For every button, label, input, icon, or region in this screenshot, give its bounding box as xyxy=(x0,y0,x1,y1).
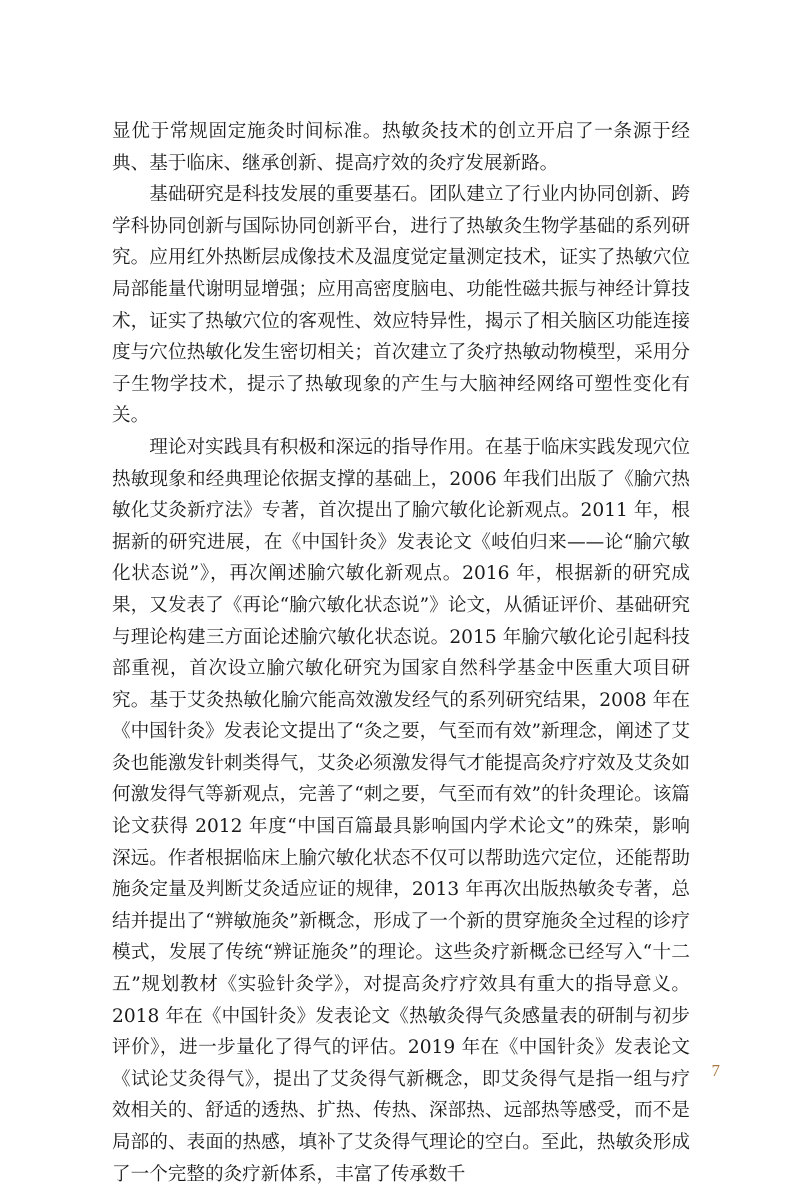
page-number: 7 xyxy=(711,1061,720,1080)
body-text xyxy=(112,116,690,1190)
paragraph-2: 基础研究是科技发展的重要基石。团队建立了行业内协同创新、跨学科协同创新与国际协同创新平台，进行了热敏灸生物学基础的系列研究。应用红外热断层成像技术及温度觉定量测定技术，证实了热敏穴位局部能量代谢明显增强；应用高密度脑电、功能性磁共振与神经计算技术，证实了热敏穴位的客观性、效应特异性，揭示了相关脑区功能连接度与穴位热敏化发生密切相关；首次建立了灸疗热敏动物模型，采用分子生物学技术，提示了热敏现象的产生与大脑神经网络可塑性变化有关。 xyxy=(112,184,690,427)
paragraph-1: 显优于常规固定施灸时间标准。热敏灸技术的创立开启了一条源于经典、基于临床、继承创新、提高疗效的灸疗发展新路。 xyxy=(112,121,690,174)
paragraph-3: 理论对实践具有积极和深远的指导作用。在基于临床实践发现穴位热敏现象和经典理论依据支撑的基础上，2006 年我们出版了《腧穴热敏化艾灸新疗法》专著，首次提出了腧穴敏化论新观点。2011 年，根据新的研究进展，在《中国针灸》发表论文《岐伯归来——论“腧穴敏化状态说”》，再次阐述腧穴敏化新观点。2016 年，根据新的研究成果，又发表了《再论“腧穴敏化状态说”》论文，从循证评价、基础研究与理论构建三方面论述腧穴敏化状态说。2015 年腧穴敏化论引起科技部重视，首次设立腧穴敏化研究为国家自然科学基金中医重大项目研究。基于艾灸热敏化腧穴能高效激发经气的系列研究结果，2008 年在《中国针灸》发表论文提出了“灸之要，气至而有效”新理念，阐述了艾灸也能激发针刺类得气，艾灸必须激发得气才能提高灸疗疗效及艾灸如何激发得气等新观点，完善了“刺之要，气至而有效”的针灸理论。该篇论文获得 2012 年度“中国百篇最具影响国内学术论文”的殊荣，影响深远。作者根据临床上腧穴敏化状态不仅可以帮助选穴定位，还能帮助施灸定量及判断艾灸适应证的规律，2013 年再次出版热敏灸专著，总结并提出了“辨敏施灸”新概念，形成了一个新的贯穿施灸全过程的诊疗模式，发展了传统“辨证施灸”的理论。这些灸疗新概念已经写入“十二五”规划教材《实验针灸学》，对提高灸疗疗效具有重大的指导意义。2018 年在《中国针灸》发表论文《热敏灸得气灸感量表的研制与初步评价》，进一步量化了得气的评估。2019 年在《中国针灸》发表论文《试论艾灸得气》，提出了艾灸得气新概念，即艾灸得气是指一组与疗效相关的、舒适的透热、扩热、传热、深部热、远部热等感受，而不是局部的、表面的热感，填补了艾灸得气理论的空白。至此，热敏灸形成了一个完整的灸疗新体系，丰富了传承数千 xyxy=(112,436,690,1185)
